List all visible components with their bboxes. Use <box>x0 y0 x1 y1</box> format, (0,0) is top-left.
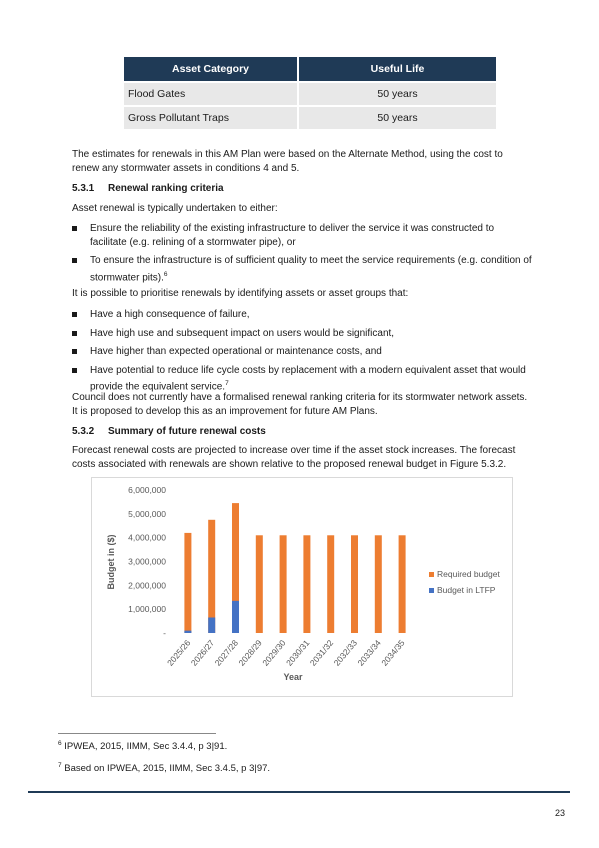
bar-required-budget-2025/26 <box>184 533 191 633</box>
forecast-paragraph: Forecast renewal costs are projected to increase over time if the asset stock increases. The forecast costs associated with renewals are shown relative to the proposed renewal budget in Figure 5.3.2. <box>72 445 516 470</box>
table-row <box>124 105 496 129</box>
list-item <box>72 345 532 359</box>
bullet-text: To ensure the infrastructure is of sufficient quality to meet the service requirements (e.g. condition of stormwater pits). <box>90 255 532 283</box>
bar-required-budget-2032/33 <box>351 535 358 633</box>
useful-life-table <box>122 57 498 129</box>
prioritise-bullet-list <box>72 308 532 399</box>
section-number: 5.3.1 <box>72 183 95 194</box>
x-tick-label: 2029/30 <box>260 637 288 668</box>
table-cell-life: 50 years <box>299 81 496 105</box>
legend-swatch <box>429 572 434 577</box>
prioritise-intro: It is possible to prioritise renewals by identifying assets or asset groups that: <box>72 288 409 299</box>
footnote-text: Based on IPWEA, 2015, IIMM, Sec 3.4.5, p 3|97. <box>64 763 271 775</box>
table-row <box>124 81 496 105</box>
x-tick-label: 2030/31 <box>284 637 312 668</box>
section-heading-532 <box>72 426 266 437</box>
footnote-divider <box>58 733 216 734</box>
footnote <box>58 740 227 752</box>
bullet-square-icon <box>72 349 77 354</box>
bullet-text: Have a high consequence of failure, <box>90 309 250 320</box>
bullet-square-icon <box>72 368 77 373</box>
x-axis-title: Year <box>283 672 303 682</box>
bullet-square-icon <box>72 331 77 336</box>
footnote-mark: 6 <box>58 740 62 747</box>
bar-required-budget-2033/34 <box>375 535 382 633</box>
list-item <box>72 254 532 284</box>
bullet-square-icon <box>72 258 77 263</box>
bar-budget-in-ltfp-2027/28 <box>232 601 239 633</box>
renewal-chart-svg <box>92 478 512 696</box>
x-tick-label: 2028/29 <box>236 637 264 668</box>
y-tick-label: - <box>163 628 166 638</box>
renewal-intro: Asset renewal is typically undertaken to either: <box>72 203 278 214</box>
table-cell-life: 50 years <box>299 105 496 129</box>
bullet-square-icon <box>72 312 77 317</box>
table-cell-category: Flood Gates <box>124 81 297 105</box>
legend-label: Required budget <box>437 569 500 579</box>
section-number: 5.3.2 <box>72 426 95 437</box>
y-tick-label: 5,000,000 <box>128 508 166 519</box>
y-axis-title: Budget in ($) <box>106 534 116 590</box>
x-tick-label: 2033/34 <box>355 637 383 668</box>
bar-required-budget-2026/27 <box>208 520 215 633</box>
bar-required-budget-2034/35 <box>399 535 406 633</box>
x-tick-label: 2025/26 <box>165 637 193 668</box>
legend-swatch <box>429 588 434 593</box>
bar-required-budget-2030/31 <box>303 535 310 633</box>
bullet-square-icon <box>72 226 77 231</box>
x-tick-label: 2032/33 <box>331 637 360 668</box>
bullet-text: Have higher than expected operational or maintenance costs, and <box>90 346 382 357</box>
list-item <box>72 327 532 341</box>
renewal-chart <box>91 477 513 697</box>
bullet-text: Ensure the reliability of the existing infrastructure to deliver the service it was constructed to facilitate (e.g. relining of a stormwater pipe), or <box>90 223 495 248</box>
bullet-text: Have potential to reduce life cycle costs by replacement with a modern equivalent asset that would provide the equivalent service. <box>90 364 526 393</box>
column-header-asset-category: Asset Category <box>124 57 297 81</box>
y-tick-label: 3,000,000 <box>128 556 166 567</box>
footnote-ref: 7 <box>225 380 229 387</box>
bar-budget-in-ltfp-2026/27 <box>208 618 215 633</box>
x-tick-label: 2027/28 <box>212 637 241 668</box>
column-header-useful-life: Useful Life <box>299 57 496 81</box>
footnote-text: IPWEA, 2015, IIMM, Sec 3.4.4, p 3|91. <box>64 741 228 753</box>
renewal-bullet-list <box>72 222 532 289</box>
y-tick-label: 6,000,000 <box>128 485 166 495</box>
bar-required-budget-2029/30 <box>280 535 287 633</box>
section-title: Renewal ranking criteria <box>108 183 224 194</box>
x-tick-label: 2034/35 <box>379 637 407 668</box>
footer-rule <box>28 791 570 793</box>
bar-required-budget-2028/29 <box>256 535 263 633</box>
section-title: Summary of future renewal costs <box>108 426 266 437</box>
intro-paragraph: The estimates for renewals in this AM Plan were based on the Alternate Method, using the cost to renew any stormwater assets in conditions 4 and 5. <box>72 149 503 174</box>
list-item <box>72 308 532 322</box>
footnote <box>58 762 270 774</box>
page-number: 23 <box>555 808 566 818</box>
x-tick-label: 2031/32 <box>307 637 336 668</box>
bullet-text: Have high use and subsequent impact on users would be significant, <box>90 327 395 339</box>
y-tick-label: 2,000,000 <box>128 580 166 591</box>
x-tick-label: 2026/27 <box>188 637 217 668</box>
list-item <box>72 222 532 249</box>
bar-required-budget-2031/32 <box>327 535 334 633</box>
section-heading-531 <box>72 183 224 194</box>
table-cell-category: Gross Pollutant Traps <box>124 105 297 129</box>
council-paragraph: Council does not currently have a formalised renewal ranking criteria for its stormwater network assets. It is proposed to develop this as an improvement for future AM Plans. <box>72 392 528 417</box>
legend-label: Budget in LTFP <box>437 585 496 595</box>
y-tick-label: 4,000,000 <box>128 532 166 543</box>
footnote-ref: 6 <box>163 270 168 278</box>
list-item <box>72 364 532 394</box>
bar-budget-in-ltfp-2025/26 <box>184 631 191 633</box>
footnote-mark: 7 <box>58 762 62 769</box>
y-tick-label: 1,000,000 <box>128 604 166 615</box>
